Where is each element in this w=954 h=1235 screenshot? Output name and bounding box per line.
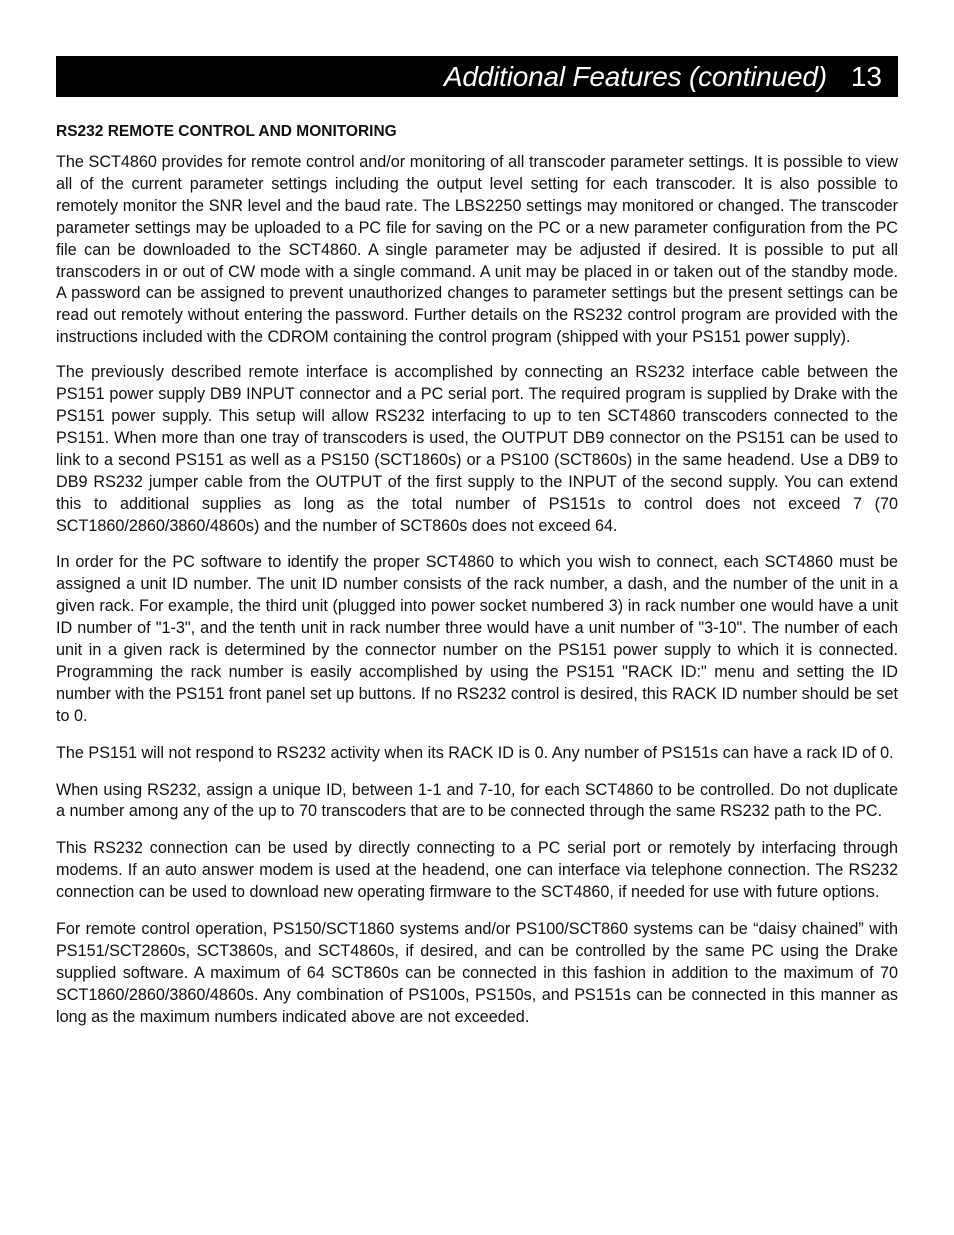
paragraph-modem: This RS232 connection can be used by directly connecting to a PC serial port or remotely by interfacing through modems. If an auto answer modem is used at the headend, one can interface via telephone connection. The RS232 connection can be used to download new operating firmware to the SCT4860, if needed for use with future options. [56, 839, 898, 902]
paragraph-unique-id: When using RS232, assign a unique ID, between 1-1 and 7-10, for each SCT4860 to be controlled. Do not duplicate a number among any of the up to 70 transcoders that are to be connected through the same RS232 path to the PC. [56, 780, 898, 821]
document-body [56, 121, 898, 1042]
paragraph-interface: The previously described remote interface is accomplished by connecting an RS232 interface cable between the PS151 power supply DB9 INPUT connector and a PC serial port. The required program is supplied by Drake with the PS151 power supply. This setup will allow RS232 interfacing to up to ten SCT4860 transcoders connected to the PS151. When more than one tray of transcoders is used, the OUTPUT DB9 connector on the PS151 can be used to link to a second PS151 as well as a PS150 (SCT1860s) or a PS100 (SCT860s) in the same headend. Use a DB9 to DB9 RS232 jumper cable from the OUTPUT of the first supply to the INPUT of the second supply. You can extend this to additional supplies as long as the total number of PS151s to control does not exceed 7 (70 SCT1860/2860/3860/4860s) and the number of SCT860s does not exceed 64. [56, 363, 898, 535]
page-header-bar [56, 56, 898, 97]
page-title: Additional Features (continued) [443, 60, 827, 92]
paragraph-daisy-chain: For remote control operation, PS150/SCT1860 systems and/or PS100/SCT860 systems can be “daisy chained” with PS151/SCT2860s, SCT3860s, and SCT4860s, if desired, and can be controlled by the same PC using the Drake supplied software. A maximum of 64 SCT860s can be connected in this fashion in addition to the maximum of 70 SCT1860/2860/3860/4860s. Any combination of PS100s, PS150s, and PS151s can be connected in this manner as long as the maximum numbers indicated above are not exceeded. [56, 920, 898, 1026]
paragraph-unit-id: In order for the PC software to identify the proper SCT4860 to which you wish to connect, each SCT4860 must be assigned a unit ID number. The unit ID number consists of the rack number, a dash, and the number of the unit in a given rack. For example, the third unit (plugged into power socket numbered 3) in rack number one would have a unit ID number of "1-3", and the tenth unit in rack number three would have a unit number of "3-10". The number of each unit in a given rack is determined by the connector number on the PS151 power supply to which it is connected. Programming the rack number is easily accomplished by using the PS151 "RACK ID:" menu and setting the ID number with the PS151 front panel set up buttons. If no RS232 control is desired, this RACK ID number should be set to 0. [56, 553, 898, 725]
paragraph-rack-id-zero: The PS151 will not respond to RS232 activity when its RACK ID is 0. Any number of PS151s can have a rack ID of 0. [56, 743, 894, 762]
section-heading: RS232 REMOTE CONTROL AND MONITORING [56, 123, 397, 140]
paragraph-overview: The SCT4860 provides for remote control and/or monitoring of all transcoder parameter settings. It is possible to view all of the current parameter settings including the output level setting for each transcoder. It is also possible to remotely monitor the SNR level and the baud rate. The LBS2250 settings may monitored or changed. The transcoder parameter settings may be uploaded to a PC file for saving on the PC or a new parameter configuration from the PC file can be downloaded to the SCT4860. A single parameter may be adjusted if desired. It is possible to put all transcoders in or out of CW mode with a single command. A unit may be placed in or taken out of the standby mode. A password can be assigned to prevent unauthorized changes to parameter settings but the present settings can be read out remotely without entering the password. Further details on the RS232 control program are provided with the instructions included with the CDROM containing the control program (shipped with your PS151 power supply). [56, 153, 898, 347]
page-number: 13 [850, 60, 882, 92]
